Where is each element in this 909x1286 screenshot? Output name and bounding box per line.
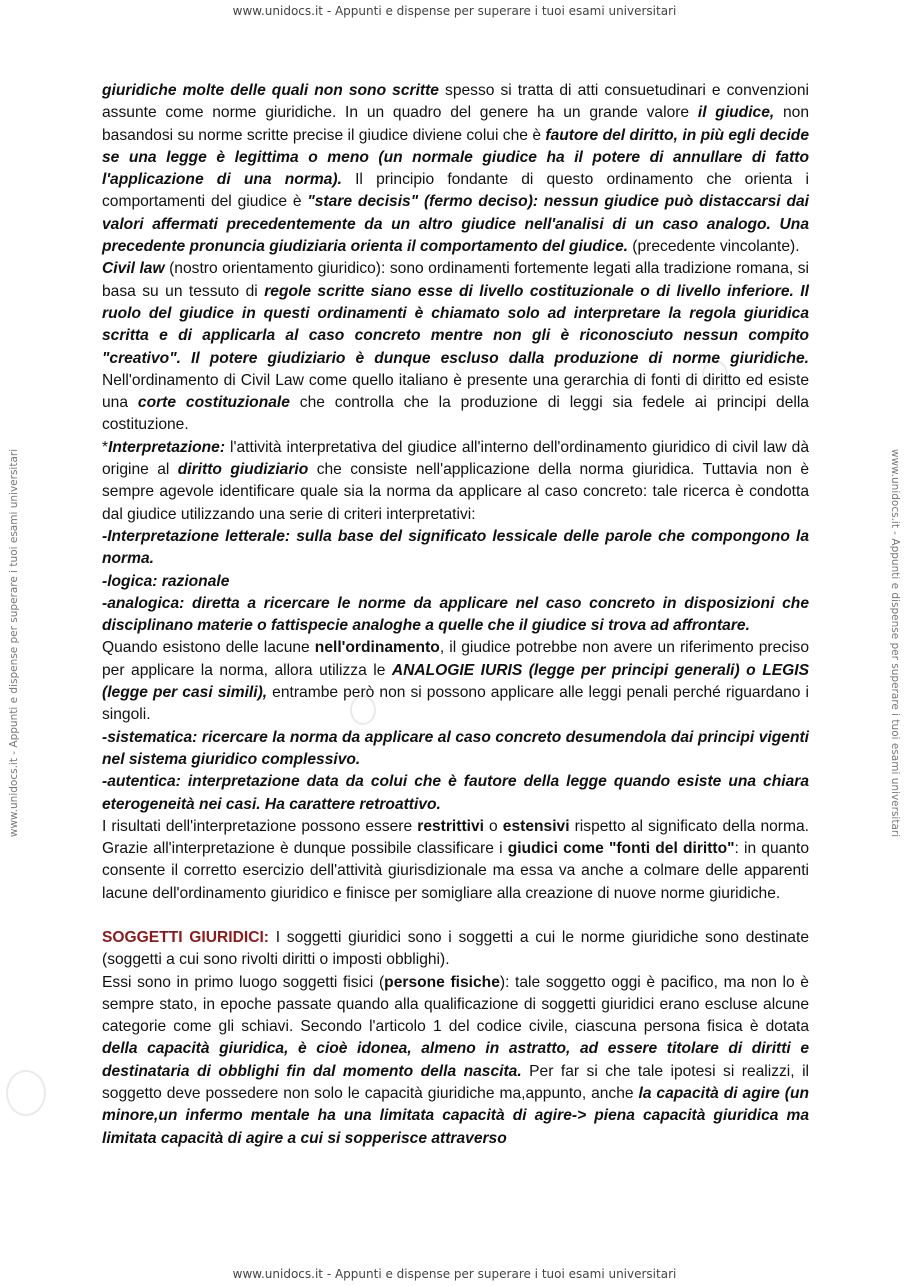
side-watermark-right: www.unidocs.it - Appunti e dispense per superare i tuoi esami universitari (889, 448, 901, 838)
text-run: corte costituzionale (137, 394, 290, 412)
text-run: ANALOGIE IURIS (legge per principi generali) o LEGIS (legge per casi simili), (102, 661, 809, 702)
text-run: * (102, 438, 109, 456)
text-run: Civil law (102, 260, 165, 278)
text-run: ): tale soggetto oggi è pacifico, ma non lo è sempre stato, in epoche passate quando alla qualificazione di soggetti giuridici erano escluse alcune categorie come gli schiavi. Secondo l'articolo 1 del codice civile, ciascuna persona fisica è dotata (102, 973, 809, 1036)
text-run: Essi sono in primo luogo soggetti fisici ( (102, 973, 385, 991)
text-run: persone fisiche (384, 973, 500, 991)
text-run: (precedente vincolante). (627, 238, 800, 256)
text-run: rispetto al significato della norma. Grazie all'interpretazione è dunque possibile classificare i (102, 817, 809, 858)
text-run: Interpretazione: (108, 438, 226, 456)
paragraph (102, 972, 809, 1150)
paragraph (102, 80, 809, 258)
paragraph (102, 727, 809, 772)
section-heading: SOGGETTI GIURIDICI: (102, 928, 269, 946)
paragraph (102, 637, 809, 726)
text-run: che controlla che la produzione di leggi sia fedele ai principi della costituzione. (102, 394, 809, 434)
text-run: Quando esistono delle lacune (102, 639, 315, 657)
text-run: spesso si tratta di atti consuetudinari e convenzioni assunte come norme giuridiche. In un quadro del genere ha un grande valore (102, 82, 809, 122)
text-run: Per far si che tale ipotesi si realizzi, il soggetto deve possedere non solo le capacità giuridiche ma,appunto, anche (102, 1062, 810, 1103)
paragraph (102, 526, 809, 571)
paragraph (102, 437, 809, 526)
text-run: -analogica: diretta a ricercare le norme da applicare nel caso concreto in disposizioni che disciplinano materie o fattispecie analoghe a quelle che il giudice si trova ad affrontare. (102, 594, 809, 635)
text-run: che consiste nell'applicazione della norma giuridica. Tuttavia non è sempre agevole identificare quale sia la norma da applicare al caso concreto: tale ricerca è condotta dal giudice utilizzando una serie di criteri interpretativi: (102, 461, 809, 523)
text-run: Il principio fondante di questo ordinamento che orienta i comportamenti del giudice è (102, 171, 809, 211)
paragraph (102, 258, 809, 436)
text-run: il giudice, (697, 104, 775, 122)
text-run: estensivi (502, 817, 570, 835)
text-run: -Interpretazione letterale: sulla base del significato lessicale delle parole che compongono la norma. (102, 527, 809, 568)
text-run: o (483, 817, 503, 835)
text-run: Nell'ordinamento di Civil Law come quello italiano è presente una gerarchia di fonti di diritto ed esiste una (102, 371, 809, 412)
text-run: giudici come "fonti del diritto" (507, 840, 735, 858)
paragraph (102, 593, 809, 638)
text-run: della capacità giuridica, è cioè idonea, almeno in astratto, ad essere titolare di diritti e destinataria di obblighi fin dal momento della nascita. (102, 1040, 809, 1080)
paragraph (102, 816, 809, 905)
text-run: -autentica: interpretazione data da colui che è fautore della legge quando esiste una chiara eterogeneità nei casi. Ha carattere retroattivo. (102, 773, 809, 813)
text-run: non basandosi su norme scritte precise il giudice diviene colui che è (102, 104, 809, 144)
text-run: -logica: razionale (102, 572, 230, 590)
text-run: regole scritte siano esse di livello costituzionale o di livello inferiore. Il ruolo del giudice in questi ordinamenti è chiamato solo ad interpretare la regola giuridica scritta e di applicarla al caso concreto mentre non gli è riconosciuto nessun compito "creativo". Il potere giudiziario è dunque escluso dalla produzione di norme giuridiche. (102, 282, 809, 367)
text-run: I risultati dell'interpretazione possono essere (102, 817, 418, 835)
text-run: la capacità di agire (un minore,un infermo mentale ha una limitata capacità di agire-> piena capacità giuridica ma limitata capacità di agire a cui si sopperisce attraverso (102, 1085, 809, 1147)
text-run: : in quanto consente il corretto esercizio dell'attività giurisdizionale ma essa va anche a colmare delle apparenti lacune dell'ordinamento giuridico e finisce per somigliare alla creazione di nuove norme giuridiche. (102, 840, 809, 902)
watermark-logo-icon (6, 1070, 46, 1116)
paragraph (102, 927, 809, 972)
text-run: -sistematica: ricercare la norma da applicare al caso concreto desumendola dai principi vigenti nel sistema giuridico complessivo. (102, 728, 809, 768)
paragraph (102, 771, 809, 816)
footer-banner: www.unidocs.it - Appunti e dispense per superare i tuoi esami universitari (232, 1267, 677, 1281)
header-banner: www.unidocs.it - Appunti e dispense per superare i tuoi esami universitari (232, 4, 677, 18)
text-run: I soggetti giuridici sono i soggetti a cui le norme giuridiche sono destinate (soggetti a cui sono rivolti diritti o imposti obblighi). (102, 928, 809, 969)
text-run: "stare decisis" (fermo deciso): nessun giudice può distaccarsi dai valori affermati precedentemente da un altro giudice nell'analisi di un caso analogo. Una precedente pronuncia giudiziaria orienta il comportamento del giudice. (102, 193, 809, 256)
text-run: , il giudice potrebbe non avere un riferimento preciso per applicare la norma, allora utilizza le (102, 639, 809, 679)
side-watermark-left: www.unidocs.it - Appunti e dispense per superare i tuoi esami universitari (8, 448, 20, 838)
text-run: restrittivi (417, 817, 484, 835)
text-run: fautore del diritto, in più egli decide se una legge è legittima o meno (un normale giudice ha il potere di annullare di fatto l'applicazione di una norma). (102, 126, 809, 189)
document-body (102, 80, 809, 1150)
paragraph (102, 571, 809, 593)
text-run: l'attività interpretativa del giudice all'interno dell'ordinamento giuridico di civil law dà origine al (102, 438, 809, 479)
text-run: (nostro orientamento giuridico): sono ordinamenti fortemente legati alla tradizione romana, si basa su un tessuto di (102, 260, 809, 300)
text-run: giuridiche molte delle quali non sono scritte (102, 82, 439, 99)
text-run: diritto giudiziario (177, 461, 309, 479)
text-run: entrambe però non si possono applicare alle leggi penali perché riguardano i singoli. (102, 684, 809, 724)
text-run: nell'ordinamento (314, 639, 440, 657)
